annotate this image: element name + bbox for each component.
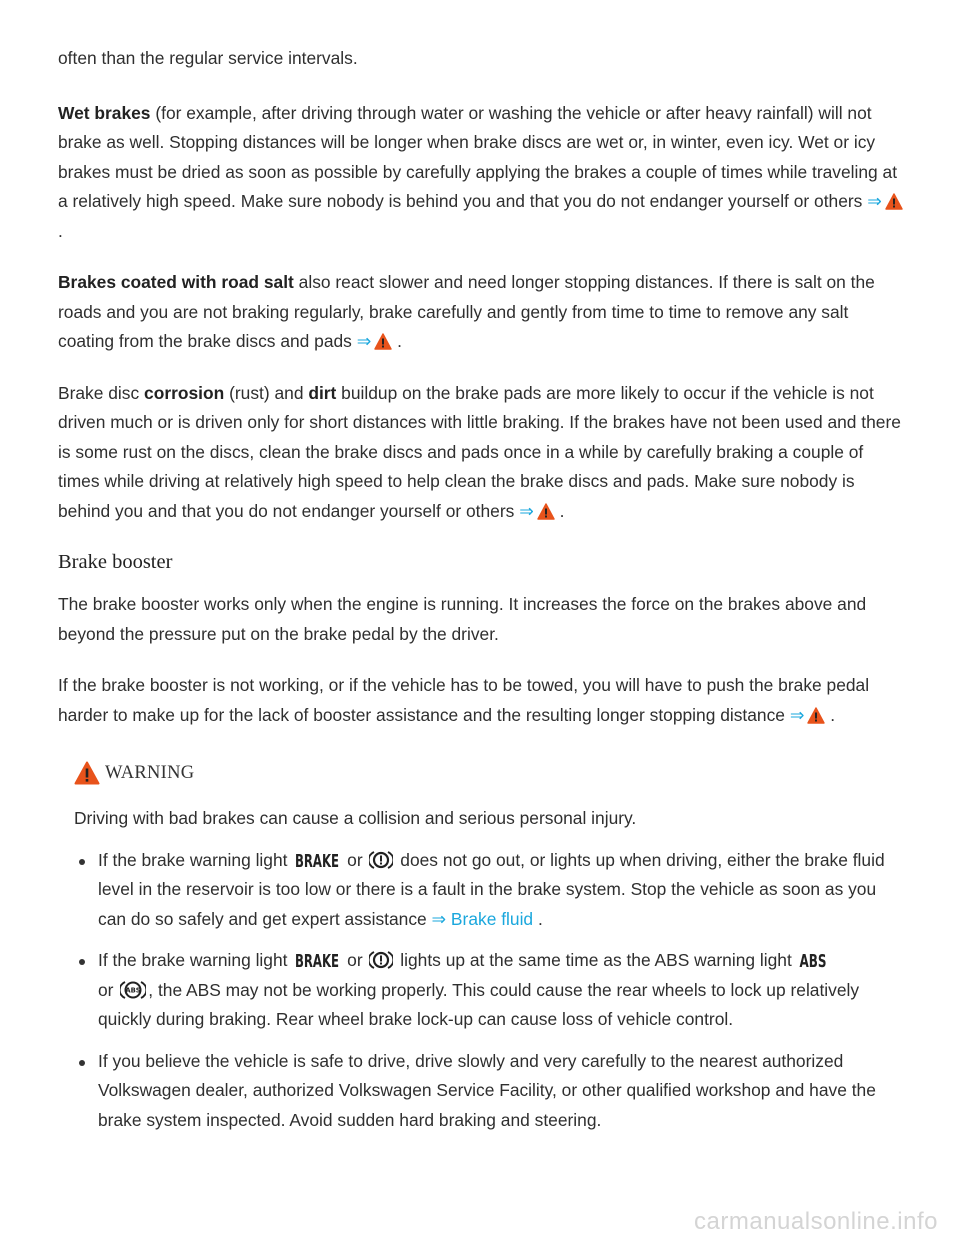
warning-list [74,846,908,1136]
bold-term: Wet brakes [58,102,151,123]
warning-triangle-icon [807,707,825,724]
svg-text:ABS: ABS [799,951,827,970]
brake-warning-light-icon [294,950,340,970]
warning-triangle-icon [537,503,555,520]
warning-reference-link[interactable]: ⇒ [357,331,393,351]
svg-text:ABS: ABS [125,986,141,995]
brake-fluid-link[interactable]: ⇒ Brake fluid [431,908,534,929]
booster-failure-paragraph: If the brake booster is not working, or if the vehicle has to be towed, you will have to push the brake pedal harder to make up for the lack of booster assistance and the resulting longer stopping distance ⇒ . [58,675,870,725]
warning-title: WARNING [105,762,195,783]
corrosion-paragraph: Brake disc corrosion (rust) and dirt buildup on the brake pads are more likely to occur if the vehicle is not driven much or is driven only for short distances with little braking. If the brakes have not been used and there is some rust on the discs, clean the brake discs and pads once in a while by carefully braking a couple of times while driving at relatively high speed to help clean the brake discs and pads. Make sure nobody is behind you and that you do not endanger yourself or others ⇒ . [58,382,901,521]
list-item: If you believe the vehicle is safe to drive, drive slowly and very carefully to the nearest authorized Volkswagen dealer, authorized Volkswagen Service Facility, or other qualified workshop and have the brake system inspected. Avoid sudden hard braking and steering. [74,1047,908,1136]
warning-reference-link[interactable]: ⇒ [867,191,903,211]
brake-booster-paragraph: The brake booster works only when the engine is running. It increases the force on the brakes above and beyond the pressure put on the brake pedal by the driver. [58,594,867,644]
list-item: If the brake warning light BRAKE or does not go out, or lights up when driving, either the brake fluid level in the reservoir is too low or there is a fault in the brake system. Stop the vehicle as soon as you can do so safely and get expert assistance ⇒ Brake fluid . [74,846,908,935]
bold-term: Brakes coated with road salt [58,272,294,292]
brake-system-warning-icon [369,950,393,970]
svg-text:BRAKE: BRAKE [295,850,340,870]
svg-text:BRAKE: BRAKE [295,951,340,970]
warning-reference-link[interactable]: ⇒ [790,705,826,725]
warning-header [74,758,908,788]
list-item: If the brake warning light BRAKE or lights up at the same time as the ABS warning light ABS or ABS , the ABS may not be working properly. This could cause the rear wheels to lock up relatively quickly during braking. Rear wheel brake lock-up can cause loss of vehicle control. [74,946,908,1035]
warning-reference-link[interactable]: ⇒ [519,501,555,521]
manual-page [58,44,908,1147]
road-salt-paragraph: Brakes coated with road salt also react slower and need longer stopping distances. If there is salt on the roads and you are not braking regularly, brake carefully and gently from time to time to remove any salt coating from the brake discs and pads ⇒ . [58,272,875,351]
section-heading: Brake booster [58,551,173,573]
wet-brakes-paragraph: Wet brakes (for example, after driving through water or washing the vehicle or after heavy rainfall) will not brake as well. Stopping distances will be longer when brake discs are wet or, in winter, even icy. Wet or icy brakes must be dried as soon as possible by carefully applying the brakes a couple of times while traveling at a relatively high speed. Make sure nobody is behind you and that you do not endanger yourself or others ⇒ . [58,99,908,247]
warning-intro: Driving with bad brakes can cause a collision and serious personal injury. [74,808,637,828]
warning-triangle-icon [885,193,903,210]
abs-circle-warning-icon [120,980,146,1000]
warning-box [74,758,908,1135]
watermark: carmanualsonline.info [694,1208,938,1235]
brake-system-warning-icon [369,850,393,870]
bold-term: corrosion [144,382,225,403]
bold-term: dirt [308,382,337,403]
abs-warning-light-icon [799,950,827,970]
continued-paragraph: often than the regular service intervals. [58,48,358,68]
brake-warning-light-icon [294,850,340,870]
warning-triangle-icon [374,333,392,350]
warning-triangle-icon [74,761,100,785]
